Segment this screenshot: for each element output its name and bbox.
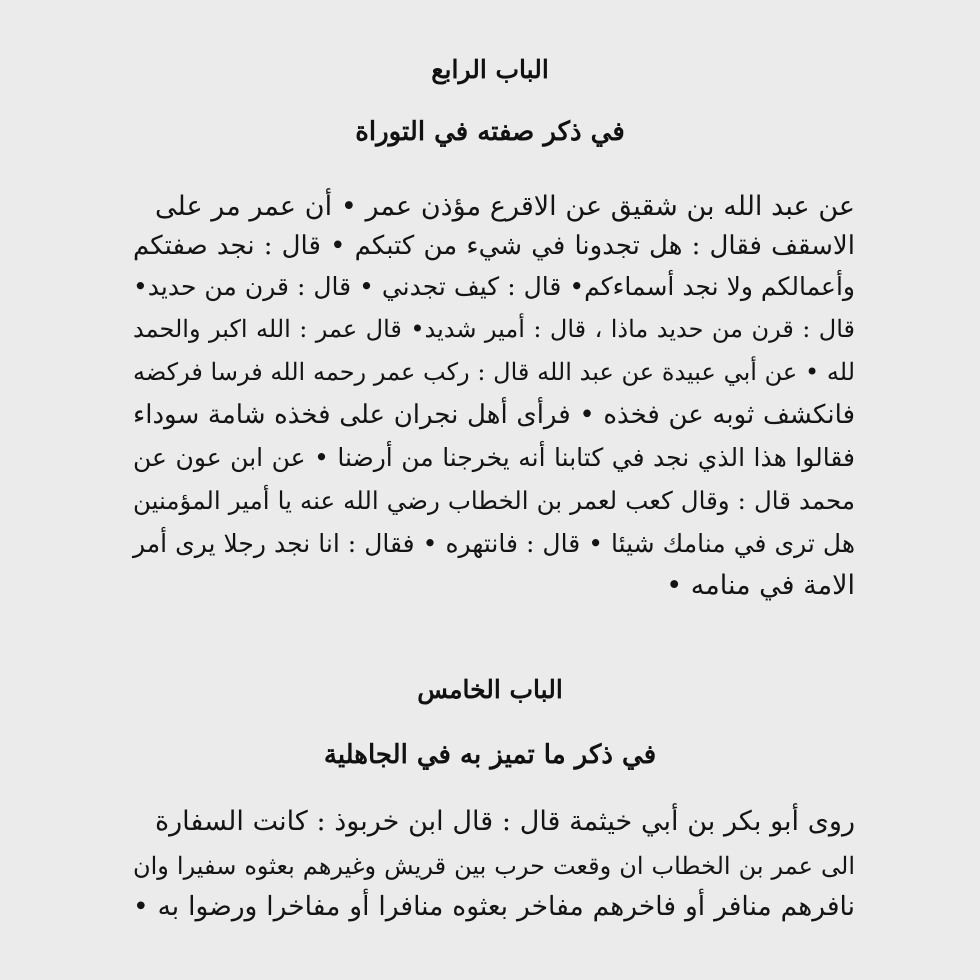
chapter-4-title: الباب الرابع — [431, 55, 549, 84]
text-line: الاسقف فقال : هل تجدونا في شيء من كتبكم • قال : نجد صفتكم — [133, 231, 855, 261]
text-line: فقالوا هذا الذي نجد في كتابنا أنه يخرجنا من أرضنا • عن ابن عون عن — [133, 443, 855, 472]
chapter-5-subtitle: في ذكر ما تميز به في الجاهلية — [323, 740, 657, 770]
text-line: الامة في منامه • — [666, 570, 855, 601]
text-line: محمد قال : وقال كعب لعمر بن الخطاب رضي الله عنه يا أمير المؤمنين — [133, 486, 855, 515]
text-line: وأعمالكم ولا نجد أسماءكم• قال : كيف تجدني • قال : قرن من حديد• — [133, 272, 855, 301]
text-line: فانكشف ثوبه عن فخذه • فرأى أهل نجران على فخذه شامة سوداء — [133, 400, 855, 430]
chapter-5-title: الباب الخامس — [417, 675, 563, 704]
text-line: نافرهم منافر أو فاخرهم مفاخر بعثوه منافرا أو مفاخرا ورضوا به • — [133, 891, 855, 922]
text-line: عن عبد الله بن شقيق عن الاقرع مؤذن عمر • أن عمر مر على — [155, 191, 855, 222]
text-line: روى أبو بكر بن أبي خيثمة قال : قال ابن خربوذ : كانت السفارة — [155, 806, 855, 837]
text-line: الى عمر بن الخطاب ان وقعت حرب بين قريش وغيرهم بعثوه سفيرا وان — [133, 852, 855, 880]
text-line: لله • عن أبي عبيدة عن عبد الله قال : ركب عمر رحمه الله فرسا فركضه — [133, 358, 855, 386]
chapter-4-subtitle: في ذكر صفته في التوراة — [355, 117, 625, 147]
text-line: هل ترى في منامك شيئا • قال : فانتهره • فقال : انا نجد رجلا يرى أمر — [133, 529, 855, 558]
text-line: قال : قرن من حديد ماذا ، قال : أمير شديد• قال عمر : الله اكبر والحمد — [133, 315, 855, 343]
